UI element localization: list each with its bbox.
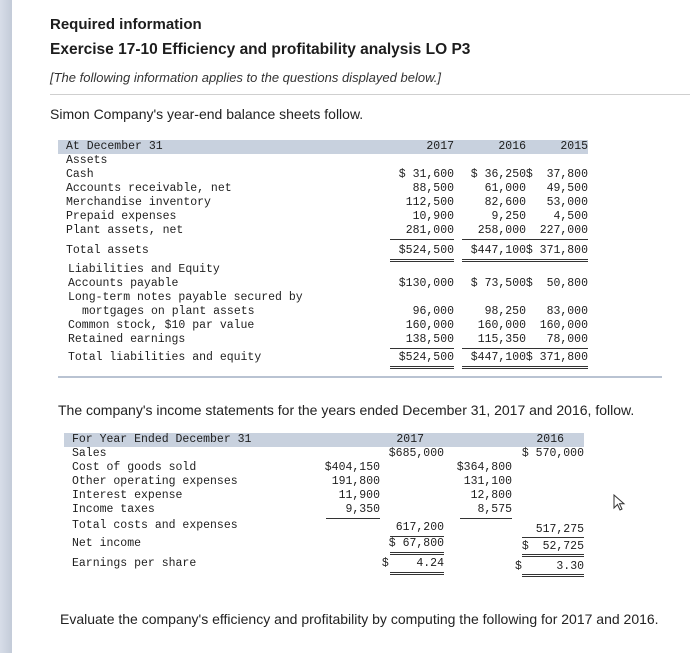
- cell: 9,250: [491, 210, 526, 223]
- cell: 160,000: [539, 319, 588, 332]
- double-underline: [390, 552, 444, 555]
- underline: [462, 239, 526, 240]
- underline: [522, 537, 584, 538]
- row-label: Retained earnings: [68, 333, 186, 346]
- cell: 9,350: [345, 503, 380, 516]
- row-label: Long-term notes payable secured by: [68, 291, 303, 304]
- cell: $ 52,725: [521, 540, 584, 553]
- income-statement-table: [64, 433, 584, 583]
- cell: 61,000: [484, 182, 526, 195]
- cell: 82,600: [484, 196, 526, 209]
- cell: 115,350: [477, 333, 526, 346]
- balance-header-label: At December 31: [66, 140, 163, 153]
- row-label: Common stock, $10 par value: [68, 319, 255, 332]
- cell: $364,800: [456, 461, 512, 474]
- double-underline: [524, 366, 588, 369]
- income-header-label: For Year Ended December 31: [72, 433, 252, 446]
- double-underline: [524, 259, 588, 262]
- left-accent-bar: [0, 0, 12, 653]
- row-label: Merchandise inventory: [66, 196, 211, 209]
- cell: $447,100: [470, 351, 526, 364]
- cell: $685,000: [388, 447, 444, 460]
- evaluate-instruction: Evaluate the company's efficiency and profitability by computing the following for 2017 and 2016.: [60, 611, 659, 627]
- underline: [524, 348, 588, 349]
- cell: 10,900: [412, 210, 454, 223]
- cell: $130,000: [398, 277, 454, 290]
- assets-heading: Assets: [66, 154, 108, 167]
- row-label: Other operating expenses: [72, 475, 238, 488]
- cell: 112,500: [405, 196, 454, 209]
- cell: 88,500: [412, 182, 454, 195]
- row-label: mortgages on plant assets: [82, 305, 255, 318]
- cell: $524,500: [398, 351, 454, 364]
- cell: 12,800: [470, 489, 512, 502]
- double-underline: [522, 554, 584, 557]
- mouse-pointer-icon: [613, 494, 627, 512]
- double-underline: [390, 572, 444, 575]
- cell: 160,000: [477, 319, 526, 332]
- year-2015: 2015: [560, 140, 588, 153]
- year-2017: 2017: [396, 433, 424, 446]
- cell: 160,000: [405, 319, 454, 332]
- cell: 281,000: [405, 224, 454, 237]
- cell: $ 50,800: [525, 277, 588, 290]
- cell: 131,100: [463, 475, 512, 488]
- underline: [460, 518, 512, 519]
- cell: $ 73,500: [470, 277, 526, 290]
- row-label: Cash: [66, 168, 94, 181]
- cell: 49,500: [546, 182, 588, 195]
- cell: $ 4.24: [381, 557, 444, 570]
- underline: [524, 239, 588, 240]
- cell: 517,275: [535, 523, 584, 536]
- cell: $ 36,250: [470, 168, 526, 181]
- underline: [326, 518, 380, 519]
- cell: 191,800: [331, 475, 380, 488]
- double-underline: [390, 366, 454, 369]
- cell: 617,200: [395, 521, 444, 534]
- cell: $ 3.30: [514, 560, 584, 573]
- row-label: Plant assets, net: [66, 224, 184, 237]
- row-label: Net income: [72, 537, 142, 550]
- cell: 8,575: [477, 503, 512, 516]
- underline: [390, 348, 454, 349]
- divider: [50, 94, 690, 95]
- row-label: Earnings per share: [72, 557, 197, 570]
- row-label: Cost of goods sold: [72, 461, 197, 474]
- required-info-heading: Required information: [50, 16, 202, 33]
- total-assets-label: Total assets: [66, 244, 149, 257]
- row-label: Accounts payable: [68, 277, 179, 290]
- underline: [390, 239, 454, 240]
- double-underline: [462, 259, 526, 262]
- liabilities-heading: Liabilities and Equity: [68, 263, 220, 276]
- year-2016: 2016: [536, 433, 564, 446]
- cell: $ 371,800: [525, 351, 588, 364]
- cell: $ 37,800: [525, 168, 588, 181]
- cell: $447,100: [470, 244, 526, 257]
- double-underline: [390, 259, 454, 262]
- cell: $ 31,600: [398, 168, 454, 181]
- cell: $524,500: [398, 244, 454, 257]
- double-underline: [522, 574, 584, 577]
- cell: 11,900: [338, 489, 380, 502]
- cell: 258,000: [477, 224, 526, 237]
- cell: $404,150: [324, 461, 380, 474]
- cell: 138,500: [405, 333, 454, 346]
- underline: [462, 348, 526, 349]
- row-label: Income taxes: [72, 503, 155, 516]
- cell: 227,000: [539, 224, 588, 237]
- total-le-label: Total liabilities and equity: [68, 351, 262, 364]
- exercise-title: Exercise 17-10 Efficiency and profitability analysis LO P3: [50, 41, 471, 58]
- balance-sheet-table: [58, 140, 588, 372]
- row-label: Total costs and expenses: [72, 519, 238, 532]
- cell: $ 570,000: [521, 447, 584, 460]
- cell: 4,500: [553, 210, 588, 223]
- row-label: Sales: [72, 447, 107, 460]
- income-intro: The company's income statements for the years ended December 31, 2017 and 2016, follow.: [58, 402, 635, 418]
- cell: $ 371,800: [525, 244, 588, 257]
- row-label: Accounts receivable, net: [66, 182, 232, 195]
- cell: 53,000: [546, 196, 588, 209]
- row-label: Interest expense: [72, 489, 183, 502]
- cell: 78,000: [546, 333, 588, 346]
- double-underline: [462, 366, 526, 369]
- balance-intro: Simon Company's year-end balance sheets follow.: [50, 106, 364, 122]
- cell: 98,250: [484, 305, 526, 318]
- year-2017: 2017: [426, 140, 454, 153]
- row-label: Prepaid expenses: [66, 210, 177, 223]
- balance-sheet-bottom-rule: [58, 376, 662, 378]
- year-2016: 2016: [498, 140, 526, 153]
- cell: $ 67,800: [388, 537, 444, 550]
- info-note: [The following information applies to the questions displayed below.]: [50, 70, 441, 85]
- cell: 96,000: [412, 305, 454, 318]
- cell: 83,000: [546, 305, 588, 318]
